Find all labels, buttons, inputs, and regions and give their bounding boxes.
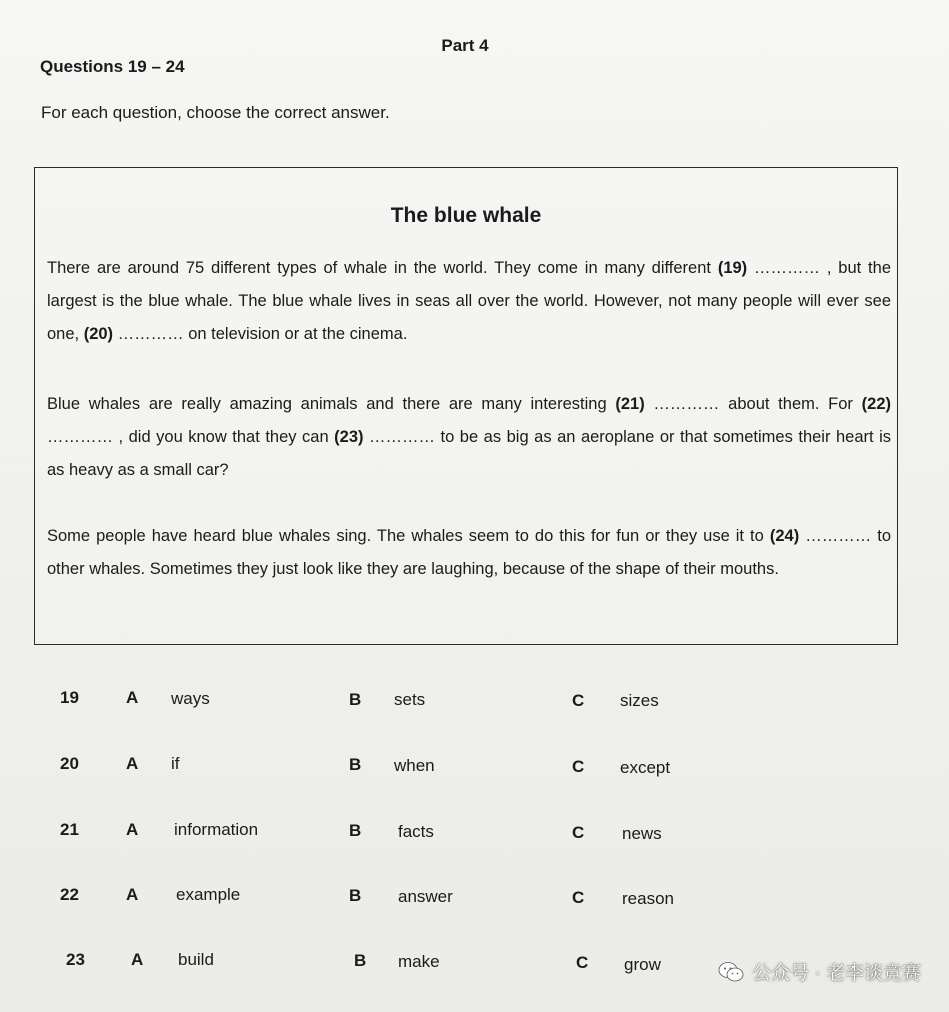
wechat-icon bbox=[718, 961, 744, 983]
text-span: ………… on television or at the cinema. bbox=[113, 325, 408, 343]
option-a[interactable]: if bbox=[171, 754, 180, 773]
question-row-20 bbox=[0, 754, 949, 794]
watermark bbox=[718, 958, 921, 985]
passage-title: The blue whale bbox=[390, 204, 542, 227]
gap-21-label: (21) bbox=[615, 395, 645, 413]
option-c[interactable]: grow bbox=[624, 955, 661, 974]
text-span: ………… about them. For bbox=[644, 395, 862, 413]
gap-23-label: (23) bbox=[334, 428, 364, 446]
gap-24-label: (24) bbox=[769, 527, 800, 545]
option-letter-b: B bbox=[349, 690, 362, 709]
question-number: 21 bbox=[60, 820, 79, 839]
watermark-text: 公众号 · 老李谈竞赛 bbox=[752, 963, 921, 984]
option-letter-a: A bbox=[131, 950, 144, 969]
question-row-22 bbox=[0, 885, 949, 925]
passage-paragraph-2 bbox=[47, 388, 891, 487]
question-number: 23 bbox=[66, 950, 85, 969]
option-letter-b: B bbox=[349, 755, 362, 774]
option-letter-b: B bbox=[349, 821, 362, 840]
option-b[interactable]: when bbox=[394, 756, 435, 775]
option-a[interactable]: information bbox=[174, 820, 259, 839]
question-row-21 bbox=[0, 820, 949, 860]
option-letter-a: A bbox=[126, 820, 139, 839]
text-span: ………… , but the largest is the blue whale. The blue whale lives in seas all over the world. However, not many people will ever see one, bbox=[47, 259, 891, 343]
option-c[interactable]: reason bbox=[622, 889, 674, 908]
option-letter-a: A bbox=[126, 885, 139, 904]
text-span: ………… to other whales. Sometimes they just look like they are laughing, because of the shape of their mouths. bbox=[47, 527, 891, 578]
text-span: Blue whales are really amazing animals and there are many interesting bbox=[47, 395, 616, 413]
option-c[interactable]: except bbox=[620, 758, 671, 777]
instruction-text: For each question, choose the correct answer. bbox=[41, 103, 390, 122]
questions-heading: Questions 19 – 24 bbox=[40, 57, 185, 76]
option-c[interactable]: sizes bbox=[620, 691, 659, 710]
passage-paragraph-3 bbox=[47, 520, 891, 586]
option-b[interactable]: sets bbox=[394, 690, 426, 709]
option-letter-b: B bbox=[349, 886, 362, 905]
option-letter-c: C bbox=[576, 953, 589, 972]
text-span: Some people have heard blue whales sing. The whales seem to do this for fun or they use it to bbox=[47, 527, 770, 545]
option-b[interactable]: make bbox=[398, 952, 440, 971]
question-number: 20 bbox=[60, 754, 79, 773]
gap-19-label: (19) bbox=[717, 259, 748, 277]
text-span: There are around 75 different types of whale in the world. They come in many different bbox=[47, 259, 718, 277]
option-letter-c: C bbox=[572, 823, 585, 842]
option-letter-a: A bbox=[126, 688, 139, 707]
gap-20-label: (20) bbox=[83, 325, 114, 343]
option-a[interactable]: example bbox=[176, 885, 241, 904]
question-number: 22 bbox=[60, 885, 79, 904]
option-a[interactable]: build bbox=[178, 950, 214, 969]
option-letter-c: C bbox=[572, 691, 585, 710]
option-c[interactable]: news bbox=[622, 824, 662, 843]
option-b[interactable]: facts bbox=[398, 822, 434, 841]
option-letter-a: A bbox=[126, 754, 139, 773]
text-span: ………… , did you know that they can bbox=[47, 428, 335, 446]
option-letter-c: C bbox=[572, 888, 585, 907]
part-title: Part 4 bbox=[441, 36, 489, 55]
gap-22-label: (22) bbox=[861, 395, 891, 413]
option-b[interactable]: answer bbox=[398, 887, 453, 906]
question-row-19 bbox=[0, 688, 949, 728]
text-span: ………… to be as big as an aeroplane or that sometimes their heart is as heavy as a small car? bbox=[47, 428, 892, 479]
option-letter-b: B bbox=[354, 951, 367, 970]
option-letter-c: C bbox=[572, 757, 585, 776]
passage-paragraph-1 bbox=[47, 252, 891, 351]
option-a[interactable]: ways bbox=[171, 689, 210, 708]
question-number: 19 bbox=[60, 688, 79, 707]
passage-box bbox=[34, 167, 898, 645]
